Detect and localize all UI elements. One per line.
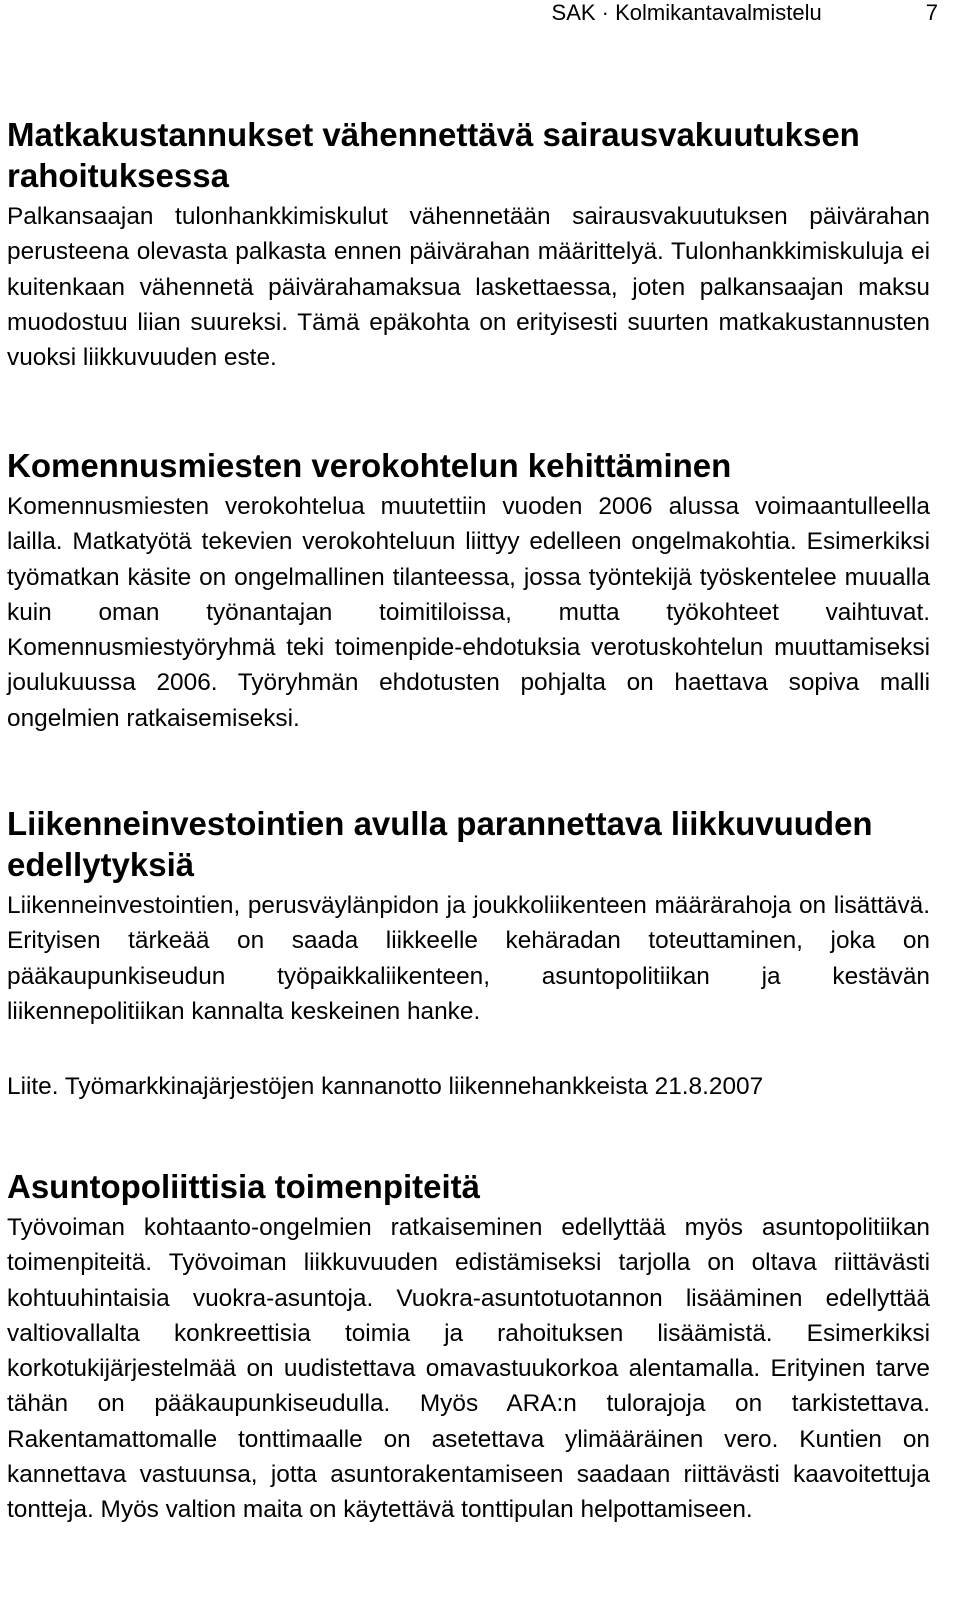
heading-line: Matkakustannukset vähennettävä sairausvakuutuksen xyxy=(7,116,860,153)
section-body: Komennusmiesten verokohtelua muutettiin vuoden 2006 alussa voimaantulleella lailla. Matkatyötä tekevien verokohteluun liittyy edelleen ongelmakohtia. Esimerkiksi työmatkan käsite on ongelmallinen tilanteessa, jossa työntekijä työskentelee muualla kuin oman työnantajan toimitiloissa, mutta työkohteet vaihtuvat. Komennusmiestyöryhmä teki toimenpide-ehdotuksia verotuskohtelun muuttamiseksi joulukuussa 2006. Työryhmän ehdotusten pohjalta on haettava sopiva malli ongelmien ratkaisemiseksi. xyxy=(7,493,930,732)
section-body: Työvoiman kohtaanto-ongelmien ratkaiseminen edellyttää myös asuntopolitiikan toimenpiteitä. Työvoiman liikkuvuuden edistämiseksi tarjolla on oltava riittävästi kohtuuhintaisia vuokra-asuntoja. Vuokra-asuntotuotannon lisääminen edellyttää valtiovallalta konkreettisia toimia ja rahoituksen lisäämistä. Esimerkiksi korkotukijärjestelmää on uudistettava omavastuukorkoa alentamalla. Erityinen tarve tähän on pääkaupunkiseudulla. Myös ARA:n tulorajoja on tarkistettava. Rakentamattomalle tonttimaalle on asetettava ylimääräinen vero. Kuntien on kannettava vastuunsa, jotta asuntorakentamiseen saadaan riittävästi kaavoitettuja tontteja. Myös valtion maita on käytettävä tonttipulan helpottamiseen. xyxy=(7,1214,930,1524)
appendix-note xyxy=(7,1069,930,1104)
section-heading xyxy=(7,803,930,885)
section-komennusmiesten xyxy=(7,445,930,736)
page-header xyxy=(552,0,938,26)
heading-line: Asuntopoliittisia toimenpiteitä xyxy=(7,1168,481,1205)
header-title: SAK · Kolmikantavalmistelu xyxy=(551,0,822,25)
heading-line: edellytyksiä xyxy=(7,846,195,883)
section-liikenneinvestoinnit xyxy=(7,803,930,1029)
heading-line: rahoituksessa xyxy=(7,157,229,194)
section-asuntopoliittisia xyxy=(7,1166,930,1528)
appendix-text: Liite. Työmarkkinajärjestöjen kannanotto liikennehankkeista 21.8.2007 xyxy=(7,1073,764,1100)
page-number: 7 xyxy=(925,0,938,25)
heading-line: Liikenneinvestointien avulla parannettava liikkuvuuden xyxy=(7,805,873,842)
section-heading xyxy=(7,445,930,486)
section-body: Liikenneinvestointien, perusväylänpidon ja joukkoliikenteen määrärahoja on lisättävä. Erityisen tärkeää on saada liikkeelle kehäradan toteuttaminen, joka on pääkaupunkiseudun työpaikkaliikenteen, asuntopolitiikan ja kestävän liikennepolitiikan kannalta keskeinen hanke. xyxy=(7,892,930,1025)
heading-line: Komennusmiesten verokohtelun kehittäminen xyxy=(7,447,732,484)
section-heading xyxy=(7,1166,930,1207)
section-body: Palkansaajan tulonhankkimiskulut vähennetään sairausvakuutuksen päivärahan perusteena olevasta palkasta ennen päivärahan määrittelyä. Tulonhankkimiskuluja ei kuitenkaan vähennetä päivärahamaksua laskettaessa, joten palkansaajan maksu muodostuu liian suureksi. Tämä epäkohta on erityisesti suurten matkakustannusten vuoksi liikkuvuuden este. xyxy=(7,203,930,372)
section-matkakustannukset xyxy=(7,114,930,375)
section-heading xyxy=(7,114,930,196)
